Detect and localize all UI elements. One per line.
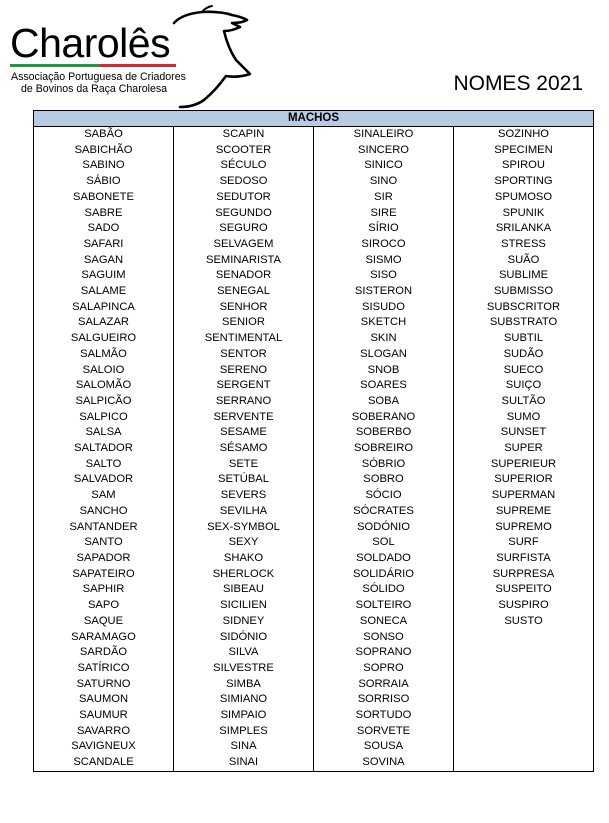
name-cell: SAQUE [34, 614, 174, 630]
name-cell: SALGUEIRO [34, 331, 174, 347]
name-cell: SAGAN [34, 253, 174, 269]
name-cell: SALAZAR [34, 315, 174, 331]
name-cell: SUSTO [454, 614, 594, 630]
name-cell: SALPICÃO [34, 394, 174, 410]
name-cell: SILVA [174, 645, 314, 661]
name-cell: SATURNO [34, 677, 174, 693]
name-cell: SALSA [34, 425, 174, 441]
name-cell: SALMÃO [34, 347, 174, 363]
name-cell: SAM [34, 488, 174, 504]
name-cell: SUMO [454, 410, 594, 426]
name-cell: SCAPIN [174, 127, 314, 143]
name-cell: SÉCULO [174, 158, 314, 174]
table-row [34, 253, 594, 269]
name-cell: SATÍRICO [34, 661, 174, 677]
name-cell: SOLIDÁRIO [314, 567, 454, 583]
name-cell: SUECO [454, 363, 594, 379]
table-row [34, 158, 594, 174]
name-cell: SALOMÃO [34, 378, 174, 394]
table-row [34, 315, 594, 331]
name-cell: SUÃO [454, 253, 594, 269]
logo-subtitle [11, 72, 186, 95]
name-cell: SAVIGNEUX [34, 739, 174, 755]
name-cell: SOL [314, 535, 454, 551]
name-cell: SKIN [314, 331, 454, 347]
table-row [34, 677, 594, 693]
name-cell: SURPRESA [454, 567, 594, 583]
name-cell: SEXY [174, 535, 314, 551]
name-cell: SANTANDER [34, 520, 174, 536]
name-cell: SEMINARISTA [174, 253, 314, 269]
section-header-row [34, 111, 594, 127]
table-row [34, 174, 594, 190]
name-cell: SUIÇO [454, 378, 594, 394]
name-cell: SPIROU [454, 158, 594, 174]
table-row [34, 268, 594, 284]
name-cell: SÓBRIO [314, 457, 454, 473]
name-cell: SOPRO [314, 661, 454, 677]
name-cell: SÉSAMO [174, 441, 314, 457]
name-cell: SISUDO [314, 300, 454, 316]
name-cell: SEVERS [174, 488, 314, 504]
table-row [34, 504, 594, 520]
name-cell: SÓLIDO [314, 582, 454, 598]
table-row [34, 724, 594, 740]
name-cell: SOBREIRO [314, 441, 454, 457]
name-cell: SADO [34, 221, 174, 237]
name-cell [454, 724, 594, 740]
name-cell: SISO [314, 268, 454, 284]
name-cell: SOVINA [314, 755, 454, 771]
name-cell: SANTO [34, 535, 174, 551]
name-cell: SHAKO [174, 551, 314, 567]
table-row [34, 378, 594, 394]
name-cell: SAPATEIRO [34, 567, 174, 583]
name-cell: SERGENT [174, 378, 314, 394]
name-cell: SIMBA [174, 677, 314, 693]
name-cell: SETÚBAL [174, 472, 314, 488]
name-cell: SUBTIL [454, 331, 594, 347]
name-cell: SÁBIO [34, 174, 174, 190]
table-row [34, 630, 594, 646]
table-row [34, 331, 594, 347]
names-table-body [34, 127, 594, 772]
name-cell: SAPO [34, 598, 174, 614]
name-cell: SAUMUR [34, 708, 174, 724]
document-title: NOMES 2021 [453, 72, 583, 95]
association-logo [6, 4, 251, 108]
name-cell: SURF [454, 535, 594, 551]
name-cell: SHERLOCK [174, 567, 314, 583]
table-row [34, 661, 594, 677]
name-cell: SIMPLES [174, 724, 314, 740]
table-row [34, 520, 594, 536]
name-cell: STRESS [454, 237, 594, 253]
name-cell: SENTOR [174, 347, 314, 363]
name-cell: SINA [174, 739, 314, 755]
name-cell: SINICO [314, 158, 454, 174]
names-table [33, 110, 594, 772]
name-cell: SENHOR [174, 300, 314, 316]
table-row [34, 598, 594, 614]
name-cell: SALOIO [34, 363, 174, 379]
name-cell: SIRE [314, 206, 454, 222]
table-row [34, 488, 594, 504]
table-row [34, 221, 594, 237]
name-cell: SENADOR [174, 268, 314, 284]
name-cell: SALTADOR [34, 441, 174, 457]
name-cell: SOARES [314, 378, 454, 394]
table-row [34, 300, 594, 316]
name-cell: SAFARI [34, 237, 174, 253]
name-cell: SONSO [314, 630, 454, 646]
name-cell: SETE [174, 457, 314, 473]
table-row [34, 567, 594, 583]
name-cell: SIROCO [314, 237, 454, 253]
name-cell: SALAPINCA [34, 300, 174, 316]
table-row [34, 535, 594, 551]
name-cell: SPECIMEN [454, 143, 594, 159]
name-cell [454, 708, 594, 724]
name-cell: SIDÓNIO [174, 630, 314, 646]
name-cell: SENTIMENTAL [174, 331, 314, 347]
name-cell: SABINO [34, 158, 174, 174]
name-cell: SUSPEITO [454, 582, 594, 598]
name-cell: SALAME [34, 284, 174, 300]
name-cell: SIMPAIO [174, 708, 314, 724]
name-cell: SISMO [314, 253, 454, 269]
name-cell: SARDÃO [34, 645, 174, 661]
name-cell [454, 677, 594, 693]
section-header-machos: MACHOS [34, 111, 594, 127]
name-cell: SUPERIOR [454, 472, 594, 488]
name-cell: SOBRO [314, 472, 454, 488]
name-cell: SUPER [454, 441, 594, 457]
name-cell: SOBERANO [314, 410, 454, 426]
name-cell: SCOOTER [174, 143, 314, 159]
name-cell: SODÓNIO [314, 520, 454, 536]
name-cell: SERRANO [174, 394, 314, 410]
name-cell: SIMIANO [174, 692, 314, 708]
table-row [34, 347, 594, 363]
table-row [34, 237, 594, 253]
name-cell: SORRAIA [314, 677, 454, 693]
name-cell: SICILIEN [174, 598, 314, 614]
name-cell: SUBSCRITOR [454, 300, 594, 316]
name-cell: SABONETE [34, 190, 174, 206]
name-cell: SENIOR [174, 315, 314, 331]
table-row [34, 551, 594, 567]
name-cell: SINO [314, 174, 454, 190]
name-cell: SCANDALE [34, 755, 174, 771]
table-row [34, 127, 594, 143]
name-cell: SINCERO [314, 143, 454, 159]
name-cell: SALVADOR [34, 472, 174, 488]
name-cell: SOBERBO [314, 425, 454, 441]
name-cell: SIR [314, 190, 454, 206]
name-cell: SÓCRATES [314, 504, 454, 520]
name-cell [454, 755, 594, 771]
logo-wordmark: Charolês [10, 20, 171, 66]
name-cell: SOLTEIRO [314, 598, 454, 614]
name-cell: SABICHÃO [34, 143, 174, 159]
name-cell: SRILANKA [454, 221, 594, 237]
name-cell: SNOB [314, 363, 454, 379]
name-cell: SOZINHO [454, 127, 594, 143]
name-cell [454, 661, 594, 677]
name-cell: SIBEAU [174, 582, 314, 598]
name-cell: SÍRIO [314, 221, 454, 237]
name-cell: SUPREMO [454, 520, 594, 536]
name-cell: SORRISO [314, 692, 454, 708]
table-row [34, 206, 594, 222]
name-cell: SAUMON [34, 692, 174, 708]
table-row [34, 472, 594, 488]
name-cell: SAGUIM [34, 268, 174, 284]
name-cell: SEX-SYMBOL [174, 520, 314, 536]
name-cell: SUBSTRATO [454, 315, 594, 331]
name-cell: SUBLIME [454, 268, 594, 284]
name-cell [454, 692, 594, 708]
table-row [34, 363, 594, 379]
table-row [34, 645, 594, 661]
name-cell: SOUSA [314, 739, 454, 755]
name-cell: SPORTING [454, 174, 594, 190]
table-row [34, 582, 594, 598]
logo-subtitle-line-1: Associação Portuguesa de Criadores [11, 71, 186, 83]
name-cell: SINALEIRO [314, 127, 454, 143]
table-row [34, 441, 594, 457]
table-row [34, 425, 594, 441]
name-cell: SISTERON [314, 284, 454, 300]
name-cell: SERENO [174, 363, 314, 379]
name-cell: SUPERMAN [454, 488, 594, 504]
name-cell [454, 630, 594, 646]
name-cell: SEDOSO [174, 174, 314, 190]
name-cell: SLOGAN [314, 347, 454, 363]
name-cell: SELVAGEM [174, 237, 314, 253]
name-cell: SORVETE [314, 724, 454, 740]
name-cell: SUPERIEUR [454, 457, 594, 473]
name-cell: SAPHIR [34, 582, 174, 598]
table-row [34, 284, 594, 300]
name-cell: SERVENTE [174, 410, 314, 426]
name-cell: SUSPIRO [454, 598, 594, 614]
table-row [34, 708, 594, 724]
table-row [34, 410, 594, 426]
table-row [34, 143, 594, 159]
name-cell: SAPADOR [34, 551, 174, 567]
name-cell: SEDUTOR [174, 190, 314, 206]
name-cell: SOPRANO [314, 645, 454, 661]
name-cell: SIDNEY [174, 614, 314, 630]
name-cell: SALPICO [34, 410, 174, 426]
name-cell: SUPREME [454, 504, 594, 520]
table-row [34, 692, 594, 708]
name-cell [454, 739, 594, 755]
name-cell: SURFISTA [454, 551, 594, 567]
name-cell: SULTÃO [454, 394, 594, 410]
name-cell: SPUNIK [454, 206, 594, 222]
name-cell: SPUMOSO [454, 190, 594, 206]
name-cell: SORTUDO [314, 708, 454, 724]
name-cell: SAVARRO [34, 724, 174, 740]
name-cell [454, 645, 594, 661]
table-row [34, 755, 594, 771]
name-cell: SANCHO [34, 504, 174, 520]
name-cell: SUBMISSO [454, 284, 594, 300]
name-cell: SABÃO [34, 127, 174, 143]
name-cell: SARAMAGO [34, 630, 174, 646]
table-row [34, 190, 594, 206]
name-cell: SOBA [314, 394, 454, 410]
name-cell: SEVILHA [174, 504, 314, 520]
name-cell: SINAI [174, 755, 314, 771]
name-cell: SUDÃO [454, 347, 594, 363]
name-cell: SOLDADO [314, 551, 454, 567]
name-cell: SKETCH [314, 315, 454, 331]
logo-subtitle-line-2: de Bovinos da Raça Charolesa [21, 82, 168, 95]
table-row [34, 457, 594, 473]
name-cell: SILVESTRE [174, 661, 314, 677]
name-cell: SONECA [314, 614, 454, 630]
table-row [34, 394, 594, 410]
name-cell: SENEGAL [174, 284, 314, 300]
name-cell: SABRE [34, 206, 174, 222]
table-row [34, 739, 594, 755]
name-cell: SEGUNDO [174, 206, 314, 222]
name-cell: SEGURO [174, 221, 314, 237]
name-cell: SALTO [34, 457, 174, 473]
table-row [34, 614, 594, 630]
name-cell: SÓCIO [314, 488, 454, 504]
name-cell: SUNSET [454, 425, 594, 441]
name-cell: SESAME [174, 425, 314, 441]
